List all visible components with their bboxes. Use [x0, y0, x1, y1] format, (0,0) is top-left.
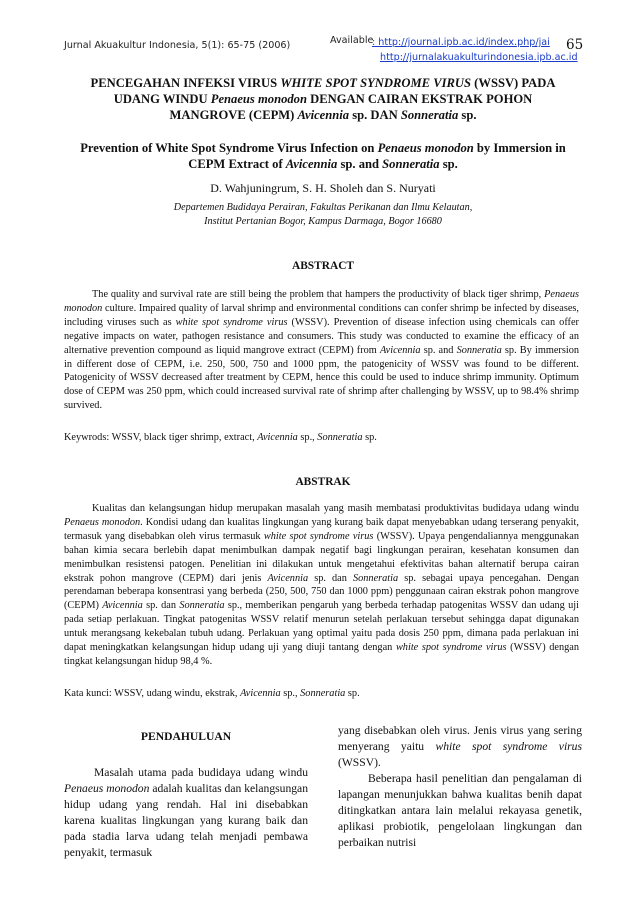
available-label: Available — [330, 35, 374, 46]
author-list: D. Wahjuningrum, S. H. Sholeh dan S. Nuryati — [210, 181, 436, 195]
abstrak-body: Kualitas dan kelangsungan hidup merupakan masalah yang masih membatasi produktivitas budidaya udang windu Penaeus monodon. Kondisi udang dan kualitas lingkungan yang kurang baik dapat menyebabkan udang terserang penyakit, termasuk yang disebabkan oleh virus termasuk white spot syndrome virus (WSSV). Upaya pengendaliannya menggunakan bahan kimia secara berlebih dapat menimbulkan dampak negatif bagi lingkungan perairan, kesehatan konsumen dan menimbulkan resistensi patogen. Penelitian ini dilakukan untuk mengetahui efektivitas bahan alternatif berupa cairan ekstrak pohon mangrove (CEPM) dari jenis Avicennia sp. dan Sonneratia sp. sebagai upaya pencegahan. Dengan perendaman beberapa konsentrasi yang berbeda (250, 500, 750 dan 1000 ppm) penggunaan cairan ekstrak pohon mangrove (CEPM) Avicennia sp. dan Sonneratia sp., memberikan pengaruh yang berbeda terhadap patogenitas WSSV dan udang uji pada setiap perlakuan. Tingkat patogenitas WSSV relatif menurun setelah perlakuan tersebut sehingga dapat digunakan untuk merangsang kekebalan tubuh udang. Perlakuan yang optimal yaitu pada dosis 250 ppm, dimana pada perlakuan ini dapat meningkatkan kelangsungan hidup udang uji yang diuji tantang dengan white spot syndrome virus (WSSV) dengan tingkat kelangsungan hidup 98,4 %. — [64, 503, 580, 667]
abstract-heading: ABSTRACT — [291, 260, 355, 272]
introduction-heading: PENDAHULUAN — [140, 730, 232, 743]
journal-link-jai[interactable]: http://jurnalakuakulturindonesia.ipb.ac.id — [380, 52, 578, 63]
abstract-keywords: Keywrods: WSSV, black tiger shrimp, extract, Avicennia sp., Sonneratia sp. — [64, 432, 377, 443]
title-indonesian: PENCEGAHAN INFEKSI VIRUS WHITE SPOT SYNDROME VIRUS (WSSV) PADA UDANG WINDU Penaeus monodon DENGAN CAIRAN EKSTRAK POHON MANGROVE (CEPM) Avicennia sp. DAN Sonneratia sp. — [90, 76, 556, 123]
abstrak-keywords: Kata kunci: WSSV, udang windu, ekstrak, Avicennia sp., Sonneratia sp. — [64, 688, 360, 699]
availability-links — [372, 35, 578, 65]
abstract-body: The quality and survival rate are still being the problem that hampers the productivity of black tiger shrimp, Penaeus monodon culture. Impaired quality of larval shrimp and environmental conditions can confer shrimp be infected by diseases, including viruses such as white spot syndrome virus (WSSV). Prevention of disease infection using chemicals can offer negative impacts on water, pathogen resistance and consumers. This study was conducted to examine the efficacy of an alternative prevention compound as liquid mangrove extract (CEPM) from Avicennia sp. and Sonneratia sp. By immersion in different dose of CEPM, i.e. 250, 500, 750 and 1000 ppm, the patogenicity of WSSV was found to be different. Patogenicity of WSSV decreased after treatment by CEPM, hence this could be used to induce shrimp immunity. Optimum dose of CEPM was 250 ppm, which could increased survival rate of shrimp after challenging by WSSV, up to 98.4% shrimp survived. — [64, 289, 579, 412]
journal-link-ipb[interactable]: : http://journal.ipb.ac.id/index.php/jai — [372, 37, 550, 48]
page-number: 65 — [566, 37, 584, 53]
abstrak-heading: ABSTRAK — [295, 476, 351, 488]
journal-reference: Jurnal Akuakultur Indonesia, 5(1): 65-75 (2006) — [64, 40, 291, 51]
title-english: Prevention of White Spot Syndrome Virus Infection on Penaeus monodon by Immersion in CEPM Extract of Avicennia sp. and Sonneratia sp. — [80, 141, 566, 172]
affiliation: Departemen Budidaya Perairan, Fakultas Perikanan dan Ilmu Kelautan, Institut Pertanian Bogor, Kampus Darmaga, Bogor 16680 — [173, 202, 473, 227]
introduction-left-column: Masalah utama pada budidaya udang windu Penaeus monodon adalah kualitas dan kelangsungan hidup udang yang rendah. Hal ini disebabkan karena kualitas lingkungan yang kurang baik dan pada stadia larva udang telah menjadi pembawa penyakit, termasuk — [64, 766, 308, 859]
introduction-right-column: yang disebabkan oleh virus. Jenis virus yang sering menyerang yaitu white spot syndrome virus (WSSV). Beberapa hasil penelitian dan pengalaman di lapangan menunjukkan bahwa kualitas benih dapat ditingkatkan antara lain melalui rekayasa genetik, aplikasi probiotik, pengelolaan lingkungan dan perbaikan nutrisi — [338, 724, 582, 849]
